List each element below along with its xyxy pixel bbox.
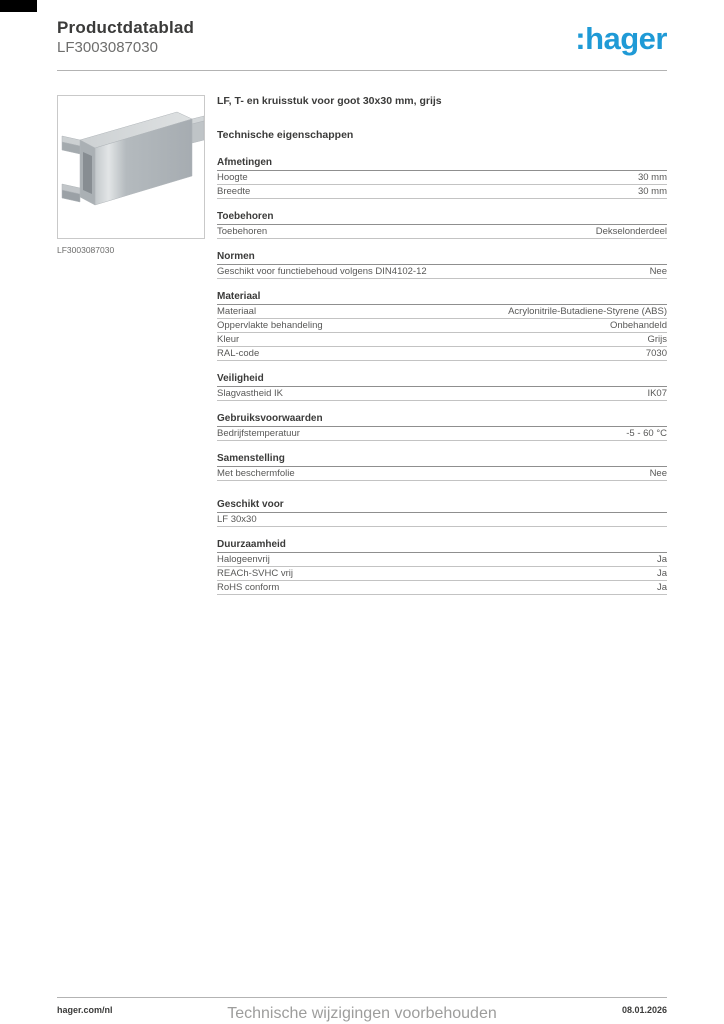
spec-value: Ja xyxy=(656,582,667,593)
spec-label: Halogeenvrij xyxy=(217,554,270,565)
section-title: Duurzaamheid xyxy=(217,539,667,553)
spec-label: Materiaal xyxy=(217,306,257,317)
spec-value: Acrylonitrile-Butadiene-Styrene (ABS) xyxy=(508,306,667,317)
product-code: LF3003087030 xyxy=(57,39,158,56)
section-title: Normen xyxy=(217,251,667,265)
spec-value: 30 mm xyxy=(637,172,667,183)
spec-value: Ja xyxy=(656,554,667,565)
spec-label: Met beschermfolie xyxy=(217,468,295,479)
spec-row xyxy=(217,171,667,185)
spec-value: 30 mm xyxy=(637,186,667,197)
spec-row xyxy=(217,185,667,199)
section-title: Samenstelling xyxy=(217,453,667,467)
spec-label: Kleur xyxy=(217,334,240,345)
page-footer xyxy=(57,997,667,1022)
spec-value: IK07 xyxy=(647,388,667,399)
spec-row xyxy=(217,567,667,581)
section-title: Materiaal xyxy=(217,291,667,305)
tech-properties-heading: Technische eigenschappen xyxy=(217,129,354,141)
page-header xyxy=(57,17,667,57)
spec-label: Bedrijfstemperatuur xyxy=(217,428,300,439)
footer-disclaimer: Technische wijzigingen voorbehouden xyxy=(227,1005,497,1022)
spec-row xyxy=(217,319,667,333)
spec-value: Onbehandeld xyxy=(609,320,667,331)
footer-website-link[interactable]: hager.com/nl xyxy=(57,1005,113,1015)
section-title: Geschikt voor xyxy=(217,499,667,513)
spec-label: Breedte xyxy=(217,186,251,197)
trunking-piece-illustration xyxy=(62,112,204,205)
spec-row xyxy=(217,347,667,361)
spec-row xyxy=(217,225,667,239)
spec-value: Grijs xyxy=(647,334,667,345)
spec-row xyxy=(217,427,667,441)
spec-label: Geschikt voor functiebehoud volgens DIN4102-12 xyxy=(217,266,427,277)
product-image-frame xyxy=(57,95,205,239)
scan-corner-artifact xyxy=(0,0,37,12)
hager-logo: :hager xyxy=(575,21,667,56)
section-samenstelling xyxy=(217,453,667,481)
specifications-column xyxy=(217,95,667,607)
spec-label: Oppervlakte behandeling xyxy=(217,320,323,331)
product-image-column xyxy=(57,95,205,607)
spec-row xyxy=(217,265,667,279)
image-caption: LF3003087030 xyxy=(57,245,115,255)
spec-row xyxy=(217,467,667,481)
spec-row xyxy=(217,513,667,527)
section-duurzaamheid xyxy=(217,539,667,595)
spec-row xyxy=(217,553,667,567)
section-veiligheid xyxy=(217,373,667,401)
spec-row xyxy=(217,581,667,595)
spec-value: Ja xyxy=(656,568,667,579)
section-gebruiksvoorwaarden xyxy=(217,413,667,441)
spec-value: Dekselonderdeel xyxy=(595,226,667,237)
product-title: LF, T- en kruisstuk voor goot 30x30 mm, grijs xyxy=(217,95,442,107)
section-title: Afmetingen xyxy=(217,157,667,171)
section-title: Veiligheid xyxy=(217,373,667,387)
section-materiaal xyxy=(217,291,667,361)
spec-row xyxy=(217,305,667,319)
spec-value: Nee xyxy=(649,266,667,277)
footer-date: 08.01.2026 xyxy=(621,1005,667,1015)
section-toebehoren xyxy=(217,211,667,239)
spec-value: -5 - 60 °C xyxy=(626,428,667,439)
spec-label: Slagvastheid IK xyxy=(217,388,284,399)
spec-label: RoHS conform xyxy=(217,582,280,593)
spec-row xyxy=(217,387,667,401)
spec-value: 7030 xyxy=(645,348,667,359)
spec-value: Nee xyxy=(649,468,667,479)
spec-label: RAL-code xyxy=(217,348,260,359)
content-columns xyxy=(57,95,667,607)
spec-label: LF 30x30 xyxy=(217,514,257,525)
section-geschikt-voor xyxy=(217,499,667,527)
header-divider xyxy=(57,70,667,71)
document-title: Productdatablad xyxy=(57,18,195,37)
section-title: Gebruiksvoorwaarden xyxy=(217,413,667,427)
section-afmetingen xyxy=(217,157,667,199)
spec-label: Hoogte xyxy=(217,172,248,183)
spec-label: Toebehoren xyxy=(217,226,268,237)
product-image xyxy=(58,96,204,238)
spec-row xyxy=(217,333,667,347)
spec-label: REACh-SVHC vrij xyxy=(217,568,294,579)
section-title: Toebehoren xyxy=(217,211,667,225)
section-normen xyxy=(217,251,667,279)
